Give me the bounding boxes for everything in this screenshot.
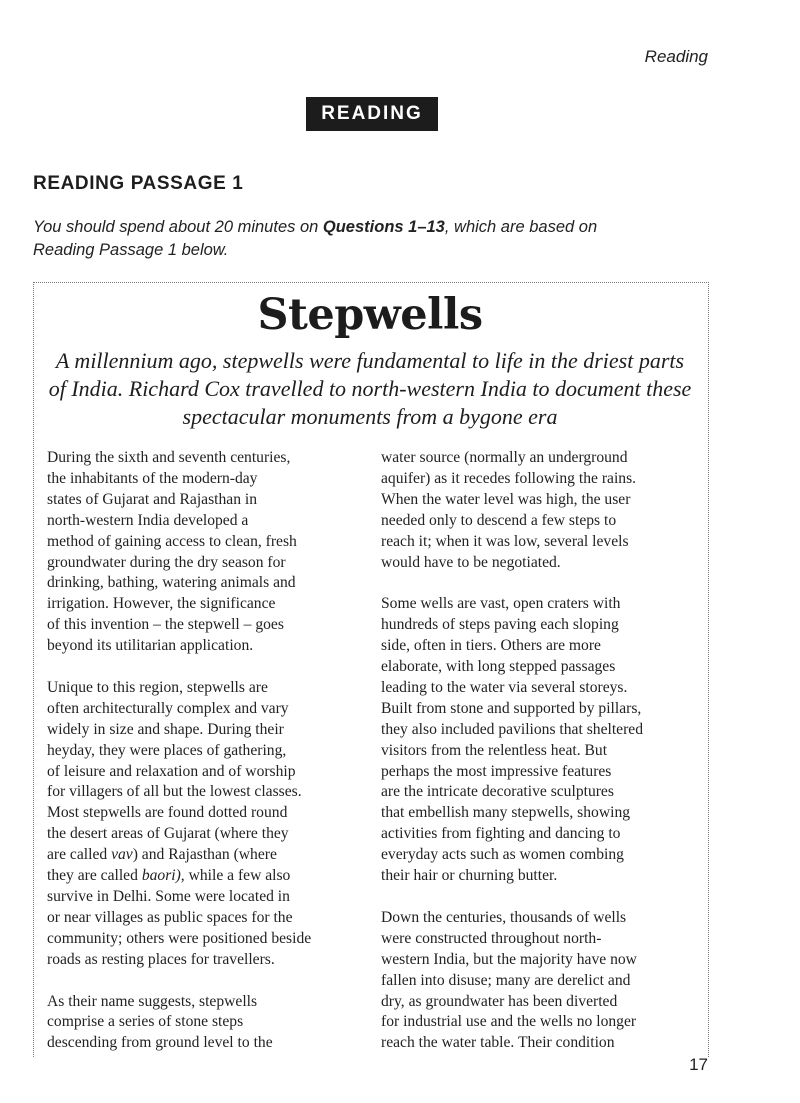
text-line: north-western India developed a [47, 511, 249, 529]
instructions-text-cont: , which are based on [444, 218, 598, 236]
text-line: for villagers of all but the lowest classes. [47, 783, 302, 801]
text-line: groundwater during the dry season for [47, 553, 286, 571]
text-line: When the water level was high, the user [381, 490, 631, 508]
paragraph [47, 992, 367, 1055]
text-line: were constructed throughout north- [381, 929, 602, 947]
text-fragment: while a few also [184, 867, 291, 885]
text-line: dry, as groundwater has been diverted [381, 992, 618, 1010]
text-fragment: are called [47, 846, 112, 864]
page-number: 17 [689, 1055, 708, 1074]
text-line: hundreds of steps paving each sloping [381, 616, 619, 634]
text-line: comprise a series of stone steps [47, 1013, 244, 1031]
paragraph [47, 678, 367, 971]
text-line: descending from ground level to the [47, 1034, 273, 1052]
text-line: During the sixth and seventh centuries, [47, 449, 291, 466]
text-line: community; others were positioned beside [47, 929, 312, 947]
left-column [47, 448, 367, 1075]
text-line: irrigation. However, the significance [47, 595, 276, 613]
text-line: Some wells are vast, open craters with [381, 595, 621, 613]
text-line: are the intricate decorative sculptures [381, 783, 614, 801]
text-line: their hair or churning butter. [381, 867, 558, 885]
text-line: of leisure and relaxation and of worship [47, 762, 296, 780]
standfirst-line: parts of India. Richard Cox travelled to north-western India to [48, 348, 685, 401]
term-vav: vav [111, 846, 133, 864]
text-line: Down the centuries, thousands of wells [381, 908, 627, 926]
text-line: Most stepwells are found dotted round [47, 804, 288, 822]
text-line: of this invention – the stepwell – goes [47, 616, 284, 634]
text-line: often architecturally complex and vary [47, 699, 289, 717]
text-line: western India, but the majority have now [381, 950, 637, 968]
standfirst-line: document these spectacular monuments from a bygone era [182, 376, 692, 429]
text-line: or near villages as public spaces for the [47, 908, 293, 926]
text-line: fallen into disuse; many are derelict and [381, 971, 631, 989]
text-line: reach the water table. Their condition [381, 1034, 615, 1052]
running-head: Reading [644, 47, 708, 66]
text-fragment: ) and Rajasthan (where [132, 846, 277, 864]
paragraph [381, 448, 701, 573]
instructions [33, 216, 693, 262]
text-line: elaborate, with long stepped passages [381, 658, 616, 676]
right-column [381, 448, 701, 1075]
text-line: beyond its utilitarian application. [47, 637, 254, 655]
article-title: Stepwells [257, 290, 483, 340]
term-baori: baori), [141, 867, 185, 885]
text-line [47, 845, 367, 866]
text-line: needed only to descend a few steps to [381, 511, 617, 529]
text-line: for industrial use and the wells no longer [381, 1013, 637, 1031]
passage-heading: READING PASSAGE 1 [33, 173, 244, 194]
text-line: water source (normally an underground [381, 449, 628, 466]
text-line: roads as resting places for travellers. [47, 950, 275, 968]
text-line: aquifer) as it recedes following the rains. [381, 469, 637, 487]
text-line: side, often in tiers. Others are more [381, 637, 601, 655]
section-badge: READING [306, 97, 438, 131]
text-line: would have to be negotiated. [381, 553, 561, 571]
text-line: the inhabitants of the modern-day [47, 469, 258, 487]
text-line: reach it; when it was low, several levels [381, 532, 629, 550]
text-line: activities from fighting and dancing to [381, 825, 621, 843]
standfirst [48, 347, 692, 431]
paragraph [47, 448, 367, 657]
paragraph [381, 594, 701, 887]
text-line: perhaps the most impressive features [381, 762, 612, 780]
text-line: Unique to this region, stepwells are [47, 678, 268, 696]
text-line: the desert areas of Gujarat (where they [47, 825, 289, 843]
text-line: states of Gujarat and Rajasthan in [47, 490, 258, 508]
text-line: Built from stone and supported by pillars, [381, 699, 642, 717]
text-line: widely in size and shape. During their [47, 720, 284, 738]
standfirst-line: A millennium ago, stepwells were fundamental to life in the driest [55, 348, 634, 373]
text-line: visitors from the relentless heat. But [381, 741, 608, 759]
text-line: heyday, they were places of gathering, [47, 741, 287, 759]
paragraph [381, 908, 701, 1054]
text-line: everyday acts such as women combing [381, 846, 624, 864]
text-fragment: they are called [47, 867, 142, 885]
instructions-line2: Reading Passage 1 below. [33, 241, 229, 259]
text-line: As their name suggests, stepwells [47, 992, 258, 1010]
instructions-questions: Questions 1–13 [322, 218, 445, 236]
text-line: that embellish many stepwells, showing [381, 804, 631, 822]
instructions-text: You should spend about 20 minutes on [33, 218, 323, 236]
text-line: survive in Delhi. Some were located in [47, 888, 290, 906]
text-line: drinking, bathing, watering animals and [47, 574, 296, 592]
text-line: they also included pavilions that sheltered [381, 720, 643, 738]
text-line [47, 866, 367, 887]
text-line: leading to the water via several storeys. [381, 678, 628, 696]
text-line: method of gaining access to clean, fresh [47, 532, 297, 550]
